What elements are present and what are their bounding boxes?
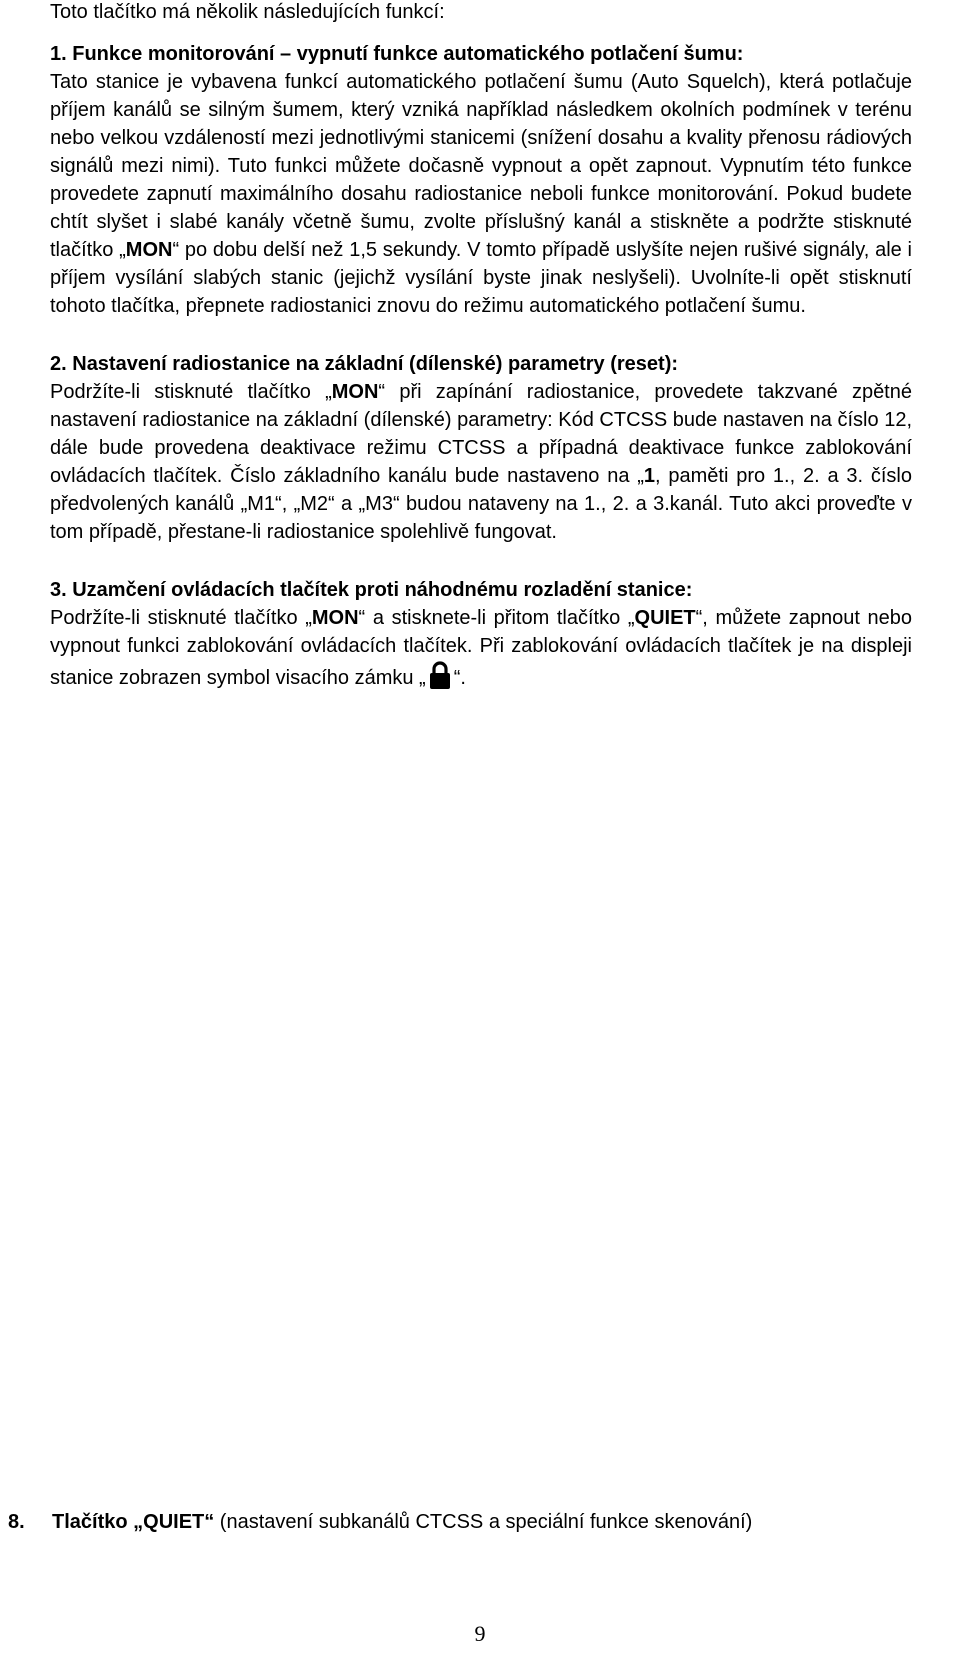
- mon-button-label: MON: [331, 381, 379, 403]
- section-3-part4: “.: [453, 667, 466, 689]
- section-3-part2: “ a stisknete-li přitom tlačítko „: [358, 607, 635, 629]
- channel-one-value: 1: [643, 465, 656, 487]
- mon-button-label: MON: [125, 239, 173, 261]
- padlock-icon: [428, 660, 452, 690]
- item-8-description: (nastavení subkanálů CTCSS a speciální funkce skenování): [214, 1511, 753, 1533]
- section-1: [50, 40, 912, 320]
- section-2-part1: Podržíte-li stisknuté tlačítko „: [50, 381, 332, 403]
- section-2-part2: “ při zapínání radiostanice, provedete takzvané zpětné nastavení radiostanice na základní (dílenské) parametry: Kód CTCSS bude nastaven na číslo 12, dále bude provedena deaktivace režimu CTCSS a případná deaktivace funkce zablokování ovládacích tlačítek. Číslo základního kanálu bude nastaveno na „: [50, 381, 912, 487]
- mon-button-label: MON: [311, 607, 359, 629]
- item-8-heading: [8, 1508, 948, 1536]
- document-page: [50, 0, 912, 692]
- section-2-part3: , paměti pro 1., 2. a 3. číslo předvolených kanálů „M1“, „M2“ a „M3“ budou nataveny na 1., 2. a 3.kanál. Tuto akci proveďte v tom případě, přestane-li radiostanice spolehlivě fungovat.: [50, 465, 912, 543]
- section-1-body-part1: Tato stanice je vybavena funkcí automatického potlačení šumu (Auto Squelch), která potlačuje příjem kanálů se silným šumem, který vzniká například následkem okolních podmínek v terénu nebo velkou vzdáleností mezi jednotlivými stanicemi (snížení dosahu a kvality přenosu rádiových signálů mezi nimi). Tuto funkci můžete dočasně vypnout a opět zapnout. Vypnutím této funkce provedete zapnutí maximálního dosahu radiostanice neboli funkce monitorování. Pokud budete chtít slyšet i slabé kanály včetně šumu, zvolte příslušný kanál a stiskněte a podržte stisknuté tlačítko „: [50, 71, 912, 261]
- section-3-part1: Podržíte-li stisknuté tlačítko „: [50, 607, 312, 629]
- item-8-label: Tlačítko „QUIET“: [52, 1511, 215, 1533]
- section-1-body-part2: “ po dobu delší než 1,5 sekundy. V tomto případě uslyšíte nejen rušivé signály, ale i příjem vysílání slabých stanic (jejichž vysílání byste jinak neslyšeli). Uvolníte-li opět stisknutí tohoto tlačítka, přepnete radiostanici znovu do režimu automatického potlačení šumu.: [50, 239, 912, 317]
- section-2-number: 2.: [50, 353, 67, 375]
- section-2: [50, 350, 912, 546]
- section-3-heading: 3. Uzamčení ovládacích tlačítek proti náhodnému rozladění stanice:: [50, 579, 693, 601]
- section-2-heading: Nastavení radiostanice na základní (dílenské) parametry (reset):: [66, 353, 679, 375]
- section-3: [50, 576, 912, 692]
- page-number: 9: [474, 1621, 486, 1646]
- section-3-part3: “, můžete zapnout nebo vypnout funkci zablokování ovládacích tlačítek. Při zablokování ovládacích tlačítek je na displeji stanice zobrazen symbol visacího zámku „: [50, 607, 912, 689]
- section-1-heading: 1. Funkce monitorování – vypnutí funkce automatického potlačení šumu:: [50, 43, 744, 65]
- intro-text: Toto tlačítko má několik následujících funkcí:: [50, 1, 445, 23]
- item-8-number: 8.: [8, 1511, 25, 1533]
- quiet-button-label: QUIET: [634, 607, 696, 629]
